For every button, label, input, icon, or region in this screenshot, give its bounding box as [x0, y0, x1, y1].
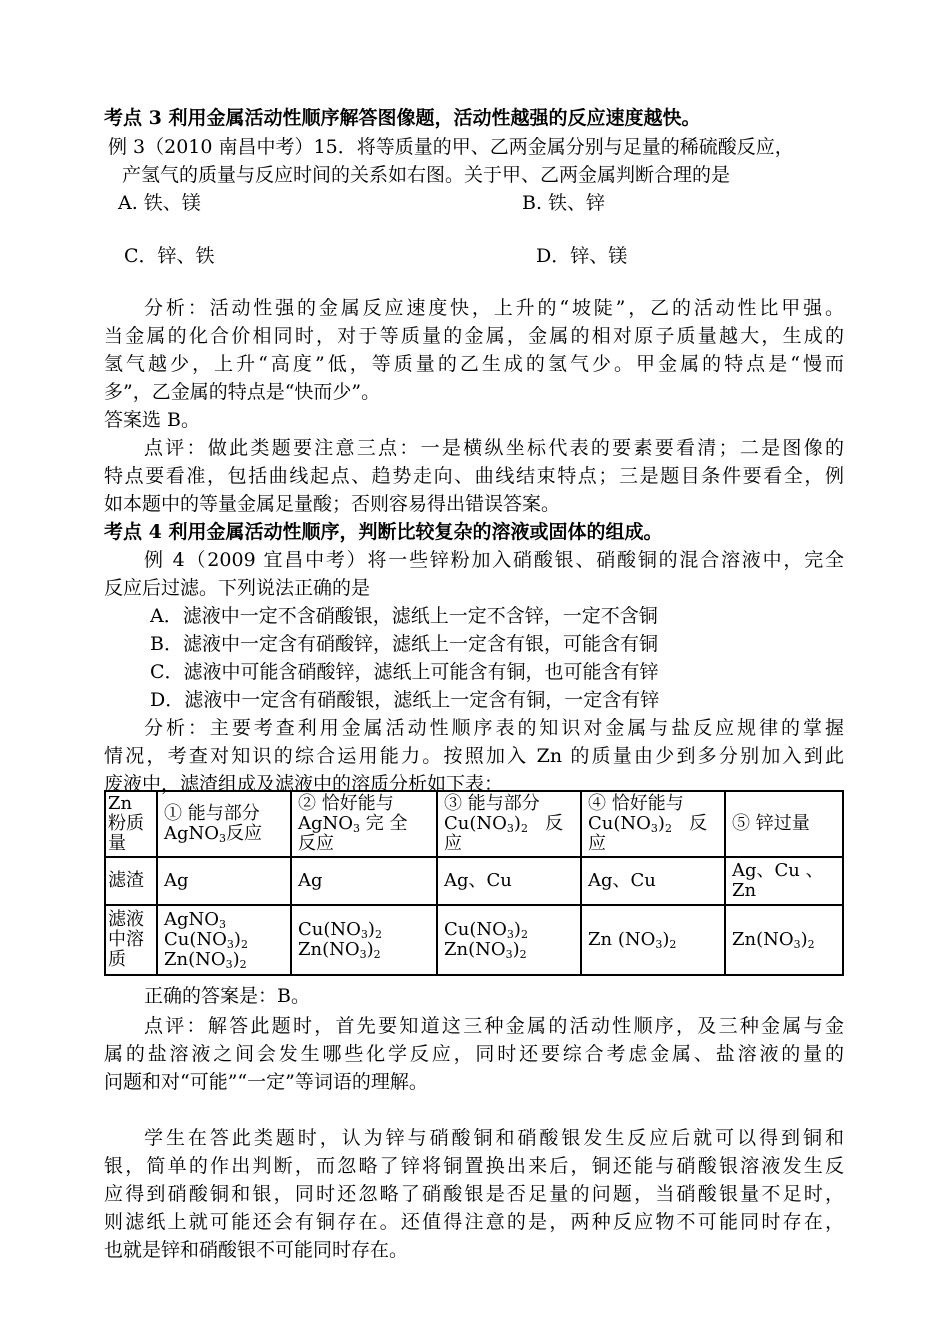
comment3-line: 特点要看准，包括曲线起点、趋势走向、曲线结束特点；三是题目条件要看全，例 — [104, 465, 844, 487]
paragraph-line: 也就是锌和硝酸银不可能同时存在。 — [104, 1239, 409, 1261]
analysis4-line: 情况，考查对知识的综合运用能力。按照加入 Zn 的质量由少到多分别加入到此 — [104, 745, 844, 767]
comment4-line: 点评：解答此题时，首先要知道这三种金属的活动性顺序，及三种金属与金 — [144, 1015, 844, 1037]
table-cell: Ag — [157, 857, 291, 905]
table-header-cell: ② 恰好能与 AgNO$_3$ 完 全 反应 — [291, 791, 437, 857]
table-row-residue — [105, 857, 843, 905]
table-cell: $Cu(NO_3)_2$ $Zn(NO_3)_2$ — [291, 905, 437, 975]
example4-line: 例 4（2009 宜昌中考）将一些锌粉加入硝酸银、硝酸铜的混合溶液中，完全 — [144, 549, 844, 571]
table-header-cell: ④ 恰好能与 $Cu(NO_3)_2$ 反 应 — [581, 791, 725, 857]
comment4-line: 属的盐溶液之间会发生哪些化学反应，同时还要综合考虑金属、盐溶液的量的 — [104, 1043, 844, 1065]
analysis3-line: 氢气越少，上升“高度”低，等质量的乙生成的氢气少。甲金属的特点是“慢而 — [104, 353, 844, 375]
paragraph-line: 银，简单的作出判断，而忽略了锌将铜置换出来后，铜还能与硝酸银溶液发生反 — [104, 1155, 844, 1177]
table-header-cell: Zn 粉质 量 — [105, 791, 157, 857]
section3-heading: 考点 3 利用金属活动性顺序解答图像题，活动性越强的反应速度越快。 — [104, 107, 701, 129]
option-c: C．锌、铁 — [124, 245, 215, 267]
paragraph-line: 则滤纸上就可能还会有铜存在。还值得注意的是，两种反应物不可能同时存在， — [104, 1211, 844, 1233]
answer3: 答案选 B。 — [104, 409, 201, 431]
table-cell: Zn $(NO_3)_2$ — [581, 905, 725, 975]
table-header-cell: ③ 能与部分 $Cu(NO_3)_2$ 反 应 — [437, 791, 581, 857]
correct-answer: 正确的答案是：B。 — [144, 985, 310, 1007]
paragraph-line: 学生在答此类题时，认为锌与硝酸铜和硝酸银发生反应后就可以得到铜和 — [144, 1127, 844, 1149]
example3-line1: 例 3（2010 南昌中考）15．将等质量的甲、乙两金属分别与足量的稀硫酸反应， — [108, 136, 794, 158]
table-header-cell: ① 能与部分 AgNO$_3$反应 — [157, 791, 291, 857]
option4-c: C．滤液中可能含硝酸锌，滤纸上可能含有铜，也可能含有锌 — [150, 661, 659, 683]
table-cell: Ag、Cu 、 Zn — [725, 857, 843, 905]
option-a: A. 铁、镁 — [118, 192, 201, 214]
analysis3-line: 分析：活动性强的金属反应速度快，上升的“坡陡”，乙的活动性比甲强。 — [144, 297, 844, 319]
table-cell: Ag、Cu — [437, 857, 581, 905]
table-cell: Ag、Cu — [581, 857, 725, 905]
table-row-label: 滤液 中溶 质 — [105, 905, 157, 975]
analysis4-line: 分析：主要考查利用金属活动性顺序表的知识对金属与盐反应规律的掌握 — [144, 717, 844, 739]
section4-heading: 考点 4 利用金属活动性顺序，判断比较复杂的溶液或固体的组成。 — [104, 521, 663, 543]
table-header-row — [105, 791, 843, 857]
composition-table — [104, 790, 844, 976]
analysis3-line: 当金属的化合价相同时，对于等质量的金属，金属的相对原子质量越大，生成的 — [104, 325, 844, 347]
table-cell: $Cu(NO_3)_2$ $Zn(NO_3)_2$ — [437, 905, 581, 975]
table-cell: Ag — [291, 857, 437, 905]
analysis4-line: 废液中，滤渣组成及滤液中的溶质分析如下表： — [104, 773, 504, 795]
table-header-cell: ⑤ 锌过量 — [725, 791, 843, 857]
table-cell: $Zn(NO_3)_2$ — [725, 905, 843, 975]
option4-a: A．滤液中一定不含硝酸银，滤纸上一定不含锌，一定不含铜 — [150, 605, 658, 627]
paragraph-line: 应得到硝酸铜和银，同时还忽略了硝酸银是否足量的问题，当硝酸银量不足时， — [104, 1183, 844, 1205]
option-b: B. 铁、锌 — [522, 192, 606, 214]
analysis3-line: 多”，乙金属的特点是“快而少”。 — [104, 381, 381, 403]
table-row-filtrate — [105, 905, 843, 975]
table-cell: AgNO$_3$ $Cu(NO_3)_2$ $Zn(NO_3)_2$ — [157, 905, 291, 975]
table-row-label: 滤渣 — [105, 857, 157, 905]
comment4-line: 问题和对“可能”“一定”等词语的理解。 — [104, 1071, 428, 1093]
option4-d: D．滤液中一定含有硝酸银，滤纸上一定含有铜，一定含有锌 — [150, 689, 660, 711]
example4-line: 反应后过滤。下列说法正确的是 — [104, 577, 371, 599]
comment3-line: 点评：做此类题要注意三点：一是横纵坐标代表的要素要看清；二是图像的 — [144, 437, 844, 459]
option4-b: B．滤液中一定含有硝酸锌，滤纸上一定含有银，可能含有铜 — [150, 633, 658, 655]
comment3-line: 如本题中的等量金属足量酸；否则容易得出错误答案。 — [104, 493, 561, 515]
option-d: D．锌、镁 — [536, 245, 628, 267]
example3-line2: 产氢气的质量与反应时间的关系如右图。关于甲、乙两金属判断合理的是 — [122, 164, 731, 186]
